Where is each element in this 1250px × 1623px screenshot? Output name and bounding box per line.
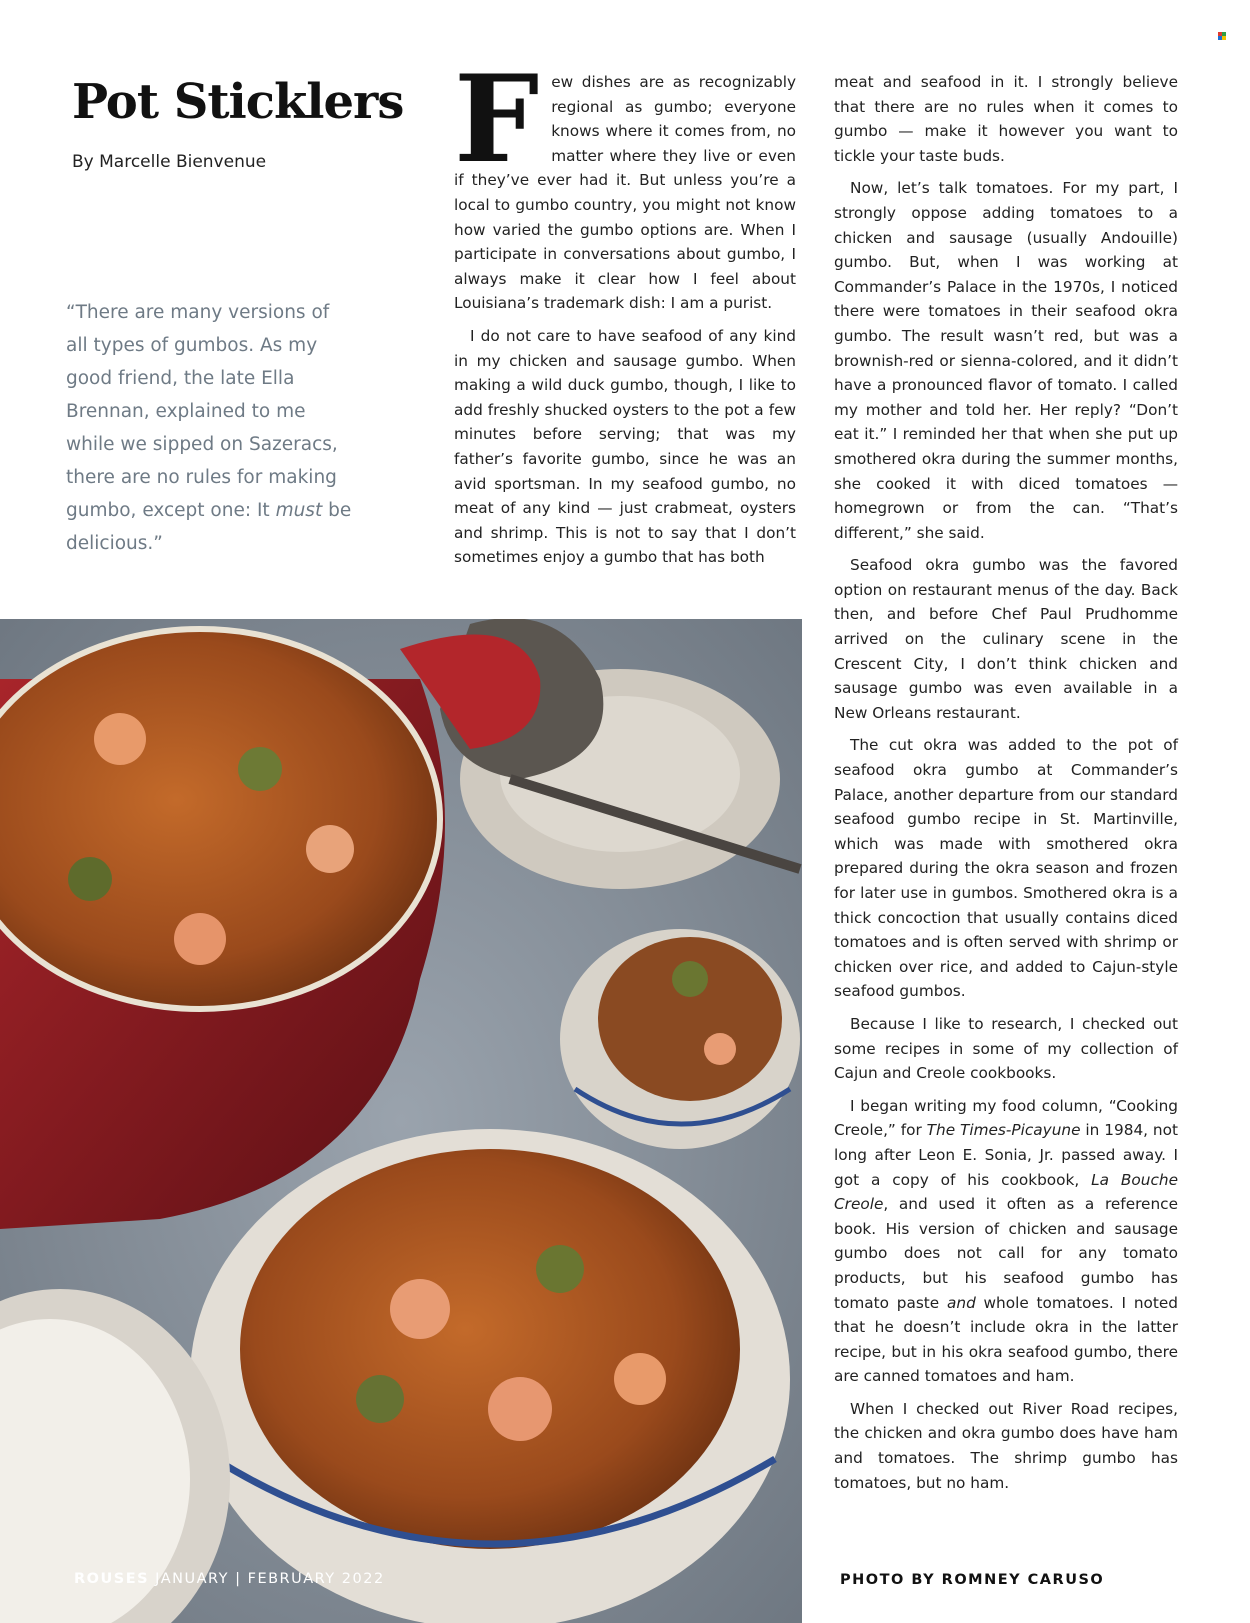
body-column-right (834, 70, 1178, 1503)
page-footer (74, 1571, 385, 1587)
drop-cap: F (454, 49, 540, 190)
emphasis-and: and (947, 1293, 976, 1312)
paragraph-8: When I checked out River Road recipes, the chicken and okra gumbo does have ham and tomatoes. The shrimp gumbo has tomatoes, but no ham. (834, 1399, 1178, 1492)
gumbo-photo-illustration (0, 619, 802, 1623)
corner-mark-icon (1218, 32, 1226, 40)
pull-quote-text: “There are many versions of all types of gumbos. As my good friend, the late Ella Brennan, explained to me while we sipped on Sazeracs, there are no rules for making gumbo, except one: It (66, 302, 338, 521)
gumbo-photo (0, 619, 802, 1623)
byline: By Marcelle Bienvenue (72, 152, 267, 172)
newspaper-title: The Times-Picayune (926, 1121, 1081, 1140)
magazine-brand: ROUSES (74, 1571, 150, 1587)
paragraph-3: Now, let’s talk tomatoes. For my part, I strongly oppose adding tomatoes to a chicken and sausage (usually Andouille) gumbo. But, when I was working at Commander’s Palace in the 1970s, I noticed there were tomatoes in their seafood okra gumbo. The result wasn’t red, but was a brownish-red or sienna-colored, and it didn’t have a pronounced flavor of tomato. I called my mother and told her. Her reply? “Don’t eat it.” I reminded her that when she put up smothered okra during the summer months, she cooked it with diced tomatoes — homegrown or from the can. “That’s different,” she said. (834, 179, 1178, 542)
large-bowl-gumbo (240, 1149, 740, 1549)
paragraph-7-text-e: , and used it often as a reference book. His version of chicken and sausage gumbo does not call for any tomato products, but his seafood gumbo has tomato paste (834, 1195, 1178, 1312)
pull-quote-emphasis: must (275, 500, 323, 521)
paragraph-5: The cut okra was added to the pot of seafood okra gumbo at Commander’s Palace, another departure from our standard seafood gumbo recipe in St. Martinville, which was made with smothered okra prepared during the okra season and frozen for later use in gumbos. Smothered okra is a thick concoction that usually contains diced tomatoes and is often served with shrimp or chicken over rice, and added to Cajun-style seafood gumbos. (834, 736, 1178, 1001)
issue-date: JANUARY | FEBRUARY 2022 (155, 1571, 385, 1587)
pull-quote-end: be delicious.” (66, 500, 352, 554)
paragraph-7-text-a: I began writing my food column, “Cooking Creole,” for (834, 1096, 1178, 1140)
paragraph-6: Because I like to research, I checked out some recipes in some of my collection of Cajun and Creole cookbooks. (834, 1014, 1178, 1083)
article-title: Pot Sticklers (72, 74, 404, 130)
paragraph-2: I do not care to have seafood of any kind in my chicken and sausage gumbo. When making a wild duck gumbo, though, I like to add freshly shucked oysters to the pot a few minutes before serving; that was my father’s favorite gumbo, since he was an avid sportsman. In my seafood gumbo, no meat of any kind — just crabmeat, oysters and shrimp. This is not to say that I don’t sometimes enjoy a gumbo that has both (454, 326, 796, 567)
cookbook-title: La Bouche Creole (834, 1170, 1178, 1214)
paragraph-1-text: ew dishes are as recognizably regional as gumbo; everyone knows where it comes from, no matter where they live or even if they’ve ever had it. But unless you’re a local to gumbo country, you might not know how varied the gumbo options are. When I participate in conversations about gumbo, I always make it clear how I feel about Louisiana’s trademark dish: I am a purist. (454, 73, 796, 313)
paragraph-4: Seafood okra gumbo was the favored option on restaurant menus of the day. Back then, and before Chef Paul Prudhomme arrived on the culinary scene in the Crescent City, I don’t think chicken and sausage gumbo was even available in a New Orleans restaurant. (834, 556, 1178, 722)
paragraph-7-text-g: whole tomatoes. I noted that he doesn’t include okra in the latter recipe, but in his okra seafood gumbo, there are canned tomatoes and ham. (834, 1293, 1178, 1386)
photo-credit: PHOTO BY ROMNEY CARUSO (840, 1572, 1105, 1588)
paragraph-1 (454, 49, 796, 316)
pull-quote (66, 296, 356, 560)
paragraph-2-continued: meat and seafood in it. I strongly believe that there are no rules when it comes to gumbo — make it however you want to tickle your taste buds. (834, 73, 1178, 165)
paragraph-7 (834, 1094, 1178, 1389)
paragraph-7-text-c: in 1984, not long after Leon E. Sonia, Jr. passed away. I got a copy of his cookbook, (834, 1121, 1178, 1189)
body-column-middle (454, 49, 796, 578)
